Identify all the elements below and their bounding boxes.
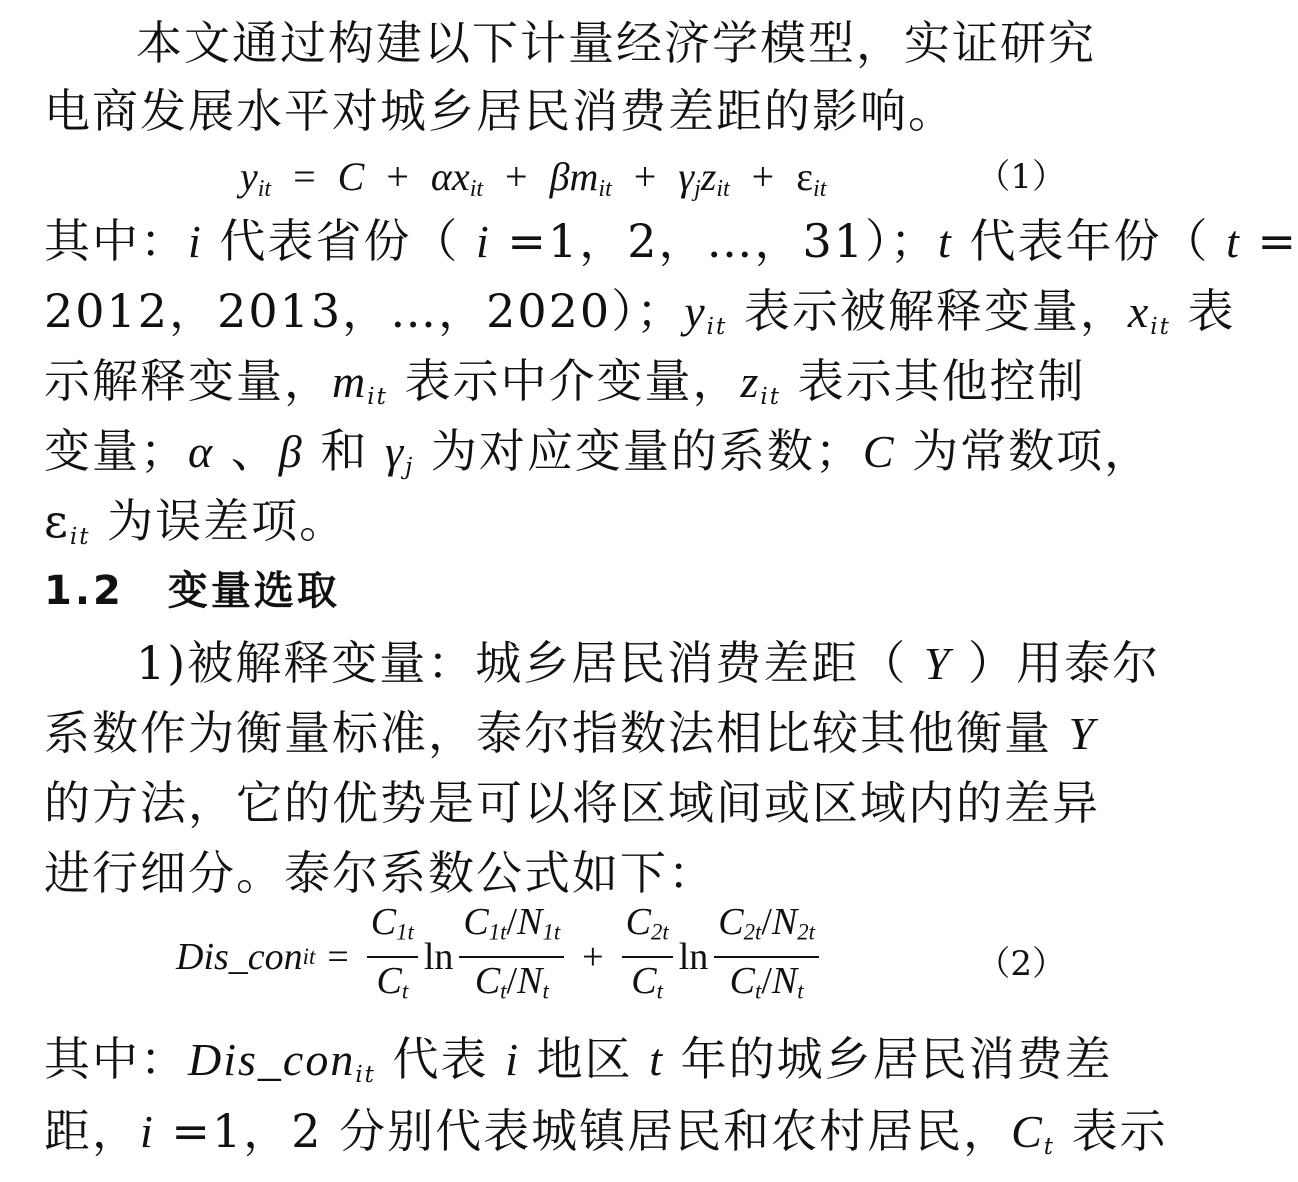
eq-var-c: C: [463, 901, 489, 944]
math-var: i: [188, 216, 203, 267]
text-run: 变量；: [44, 424, 188, 478]
math-var: α: [188, 426, 215, 477]
eq-var-z: z: [700, 154, 717, 199]
eq-sub: t: [656, 978, 663, 1004]
eq-sub: it: [813, 176, 827, 202]
math-var: Dis_con: [188, 1034, 356, 1085]
math-var: Y: [1068, 708, 1097, 759]
text-run: =: [1240, 214, 1298, 268]
paragraph-line: [44, 210, 1298, 272]
text-run: ）用泰尔: [951, 636, 1161, 690]
text-run: 距，: [44, 1104, 140, 1158]
eq-var-c: C: [474, 960, 501, 1002]
math-sub: it: [367, 383, 388, 410]
text-run: 2012，2013，…，2020）；: [44, 284, 685, 338]
eq-alpha: α: [430, 154, 452, 199]
text-run: 其中：: [44, 214, 188, 268]
math-var: z: [740, 356, 761, 407]
eq-var-n: N: [771, 960, 798, 1002]
section-heading: [44, 560, 1076, 622]
eq-sub: 2t: [650, 920, 669, 945]
eq-var-c: C: [718, 901, 744, 944]
text-run: =1，2，…，31）；: [490, 214, 939, 268]
eq-sub: j: [694, 176, 701, 202]
paragraph-line: [44, 772, 1100, 834]
eq-sub: 2t: [743, 920, 762, 945]
text-run: 示解释变量，: [44, 354, 332, 408]
fraction: [622, 899, 673, 1014]
paragraph-line: [44, 702, 1097, 764]
equation-1: [44, 146, 1076, 208]
text-run: 为常数项，: [895, 424, 1153, 478]
eq-var-n: N: [517, 901, 543, 944]
fraction: [367, 899, 418, 1014]
eq-slash: /: [506, 960, 518, 1002]
math-var: γ: [384, 426, 406, 477]
fraction: [714, 899, 819, 1014]
eq-var-x: x: [451, 154, 470, 199]
equation-1-body: [240, 146, 826, 220]
text-run: 本文通过构建以下计量经济学模型，实证研究: [136, 16, 1096, 70]
eq-ln: ln: [423, 936, 454, 978]
eq-sub: it: [302, 944, 316, 969]
equation-number: （1）: [976, 157, 1066, 197]
math-var: i: [140, 1106, 155, 1157]
text-run: 、: [214, 424, 279, 478]
eq-var-dis-con: Dis_con: [176, 936, 303, 978]
eq-sub: it: [716, 176, 730, 202]
math-sub: it: [69, 523, 91, 550]
paragraph-line: [44, 12, 1096, 74]
math-var: t: [1226, 216, 1241, 267]
eq-sub: 1t: [488, 920, 507, 945]
eq-var-m: m: [569, 154, 599, 199]
fraction: [459, 899, 564, 1014]
eq-sub: t: [542, 978, 549, 1004]
eq-var-c: C: [729, 960, 756, 1002]
section-number: 1.2: [44, 568, 124, 614]
eq-sub: t: [797, 978, 804, 1004]
text-run: 为误差项。: [90, 494, 348, 548]
eq-var-n: N: [771, 901, 798, 944]
math-var: y: [684, 286, 707, 337]
paragraph-line: [44, 1028, 1113, 1090]
text-run: 的方法，它的优势是可以将区域间或区域内的差异: [44, 776, 1100, 830]
equation-number: （2）: [976, 944, 1066, 984]
eq-sub: it: [598, 176, 612, 202]
math-var: β: [278, 426, 304, 477]
math-sub: j: [405, 453, 415, 480]
eq-sub: it: [257, 176, 272, 202]
text-run: =1，2 分别代表城镇居民和农村居民，: [154, 1104, 1012, 1158]
eq-sub: 2t: [797, 920, 816, 945]
text-run: 进行细分。泰尔系数公式如下：: [44, 846, 716, 900]
math-var: t: [938, 216, 953, 267]
eq-slash: /: [761, 901, 772, 944]
eq-slash: /: [761, 960, 772, 1002]
text-run: 为对应变量的系数；: [414, 424, 863, 478]
text-run: 其中：: [44, 1032, 188, 1086]
text-run: 系数作为衡量标准，泰尔指数法相比较其他衡量: [44, 706, 1069, 760]
eq-var-c: C: [631, 960, 657, 1002]
math-var: t: [649, 1034, 664, 1085]
paragraph-line: [44, 80, 1076, 142]
math-var: m: [332, 356, 368, 407]
math-sub: t: [1043, 1133, 1056, 1160]
math-sub: it: [760, 383, 781, 410]
eq-var-y: y: [240, 154, 258, 199]
eq-plus: +: [505, 154, 528, 199]
equation-2-body: [176, 902, 825, 1012]
math-var: x: [1127, 286, 1151, 337]
math-var: ε: [44, 494, 70, 548]
eq-var-c: C: [337, 154, 365, 199]
eq-plus: +: [633, 154, 657, 199]
eq-sub: it: [469, 176, 484, 202]
eq-var-c: C: [370, 901, 397, 944]
text-run: 年的城乡居民消费差: [664, 1032, 1113, 1086]
math-sub: it: [355, 1061, 376, 1088]
eq-sub: 1t: [542, 920, 561, 945]
paragraph-line: [44, 490, 1076, 552]
text-run: 电商发展水平对城乡居民消费差距的影响。: [44, 84, 956, 138]
paragraph-line: [44, 1100, 1168, 1162]
text-run: 表示中介变量，: [387, 354, 741, 408]
math-sub: it: [1150, 313, 1171, 340]
math-var: i: [476, 216, 491, 267]
eq-sub: 1t: [396, 920, 414, 945]
math-var: C: [862, 426, 896, 477]
eq-var-n: N: [517, 960, 543, 1002]
text-run: 1)被解释变量：城乡居民消费差距（: [136, 636, 924, 690]
eq-var-c: C: [376, 960, 402, 1002]
text-run: 表: [1170, 284, 1236, 338]
equation-2: [44, 902, 1076, 1012]
text-run: 代表年份（: [952, 214, 1227, 268]
eq-beta: β: [549, 154, 570, 199]
text-run: 和: [303, 424, 385, 478]
eq-equals: =: [327, 936, 349, 978]
paragraph-line: [44, 842, 1076, 904]
eq-var-c: C: [625, 901, 651, 944]
text-run: 表示: [1055, 1104, 1168, 1158]
eq-plus: +: [386, 154, 409, 199]
paragraph-line: [44, 420, 1153, 482]
text-run: 代表省份（: [202, 214, 477, 268]
section-title: 变量选取: [167, 568, 340, 614]
eq-epsilon: ε: [796, 154, 814, 199]
math-var: C: [1011, 1106, 1044, 1157]
math-sub: it: [706, 313, 728, 340]
eq-gamma: γ: [678, 154, 695, 199]
eq-sub: t: [755, 978, 762, 1004]
eq-sub: t: [500, 978, 507, 1004]
eq-equals: =: [293, 154, 316, 199]
eq-slash: /: [506, 901, 518, 944]
eq-plus: +: [582, 936, 604, 978]
text-run: 表示其他控制: [780, 354, 1086, 408]
math-var: i: [505, 1034, 520, 1085]
paragraph-line: [44, 350, 1086, 412]
eq-plus: +: [751, 154, 775, 199]
text-run: 代表: [375, 1032, 506, 1086]
text-run: 地区: [519, 1032, 650, 1086]
paragraph-line: [44, 632, 1161, 694]
eq-ln: ln: [678, 936, 709, 978]
text-run: 表示被解释变量，: [727, 284, 1128, 338]
paragraph-line: [44, 280, 1236, 342]
eq-sub: t: [401, 978, 409, 1004]
math-var: Y: [923, 638, 952, 689]
